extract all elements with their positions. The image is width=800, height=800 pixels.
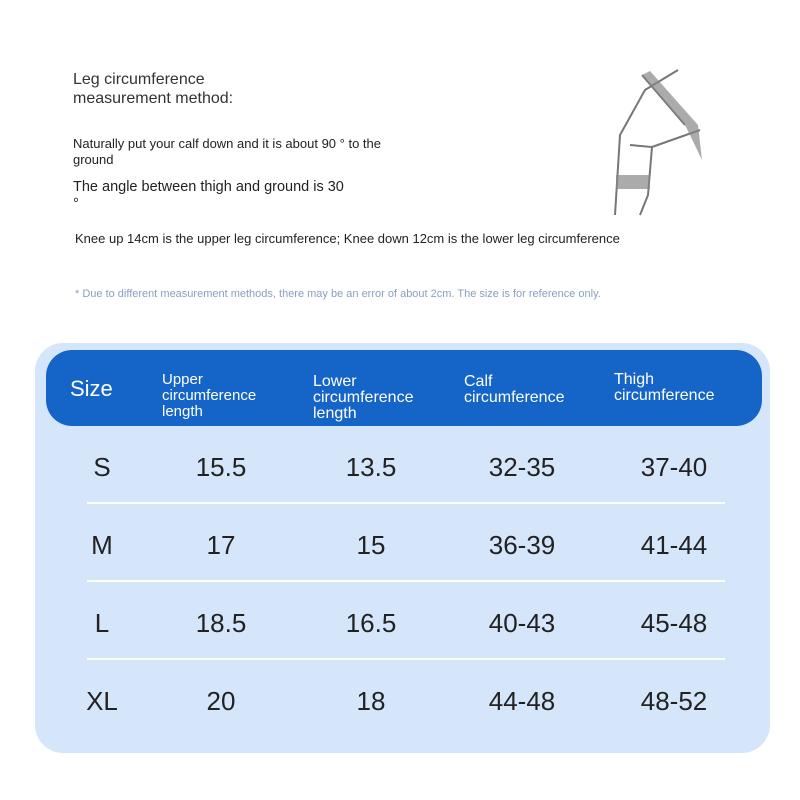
table-row (0, 584, 800, 662)
table-cell: 18.5 (195, 608, 247, 638)
row-divider (87, 580, 725, 582)
row-divider (87, 502, 725, 504)
header-size: Size (70, 376, 113, 401)
header-upper: Upper circumference length (162, 371, 257, 420)
table-cell: 13.5 (345, 452, 397, 482)
table-cell: 16.5 (345, 608, 397, 638)
table-cell: 45-48 (640, 608, 708, 638)
table-cell: 32-35 (488, 452, 556, 482)
table-cell: 40-43 (488, 608, 556, 638)
table-cell: 15.5 (195, 452, 247, 482)
header-lower: Lower circumference length (313, 373, 414, 422)
table-cell: 17 (206, 530, 236, 560)
table-cell: 15 (356, 530, 386, 560)
table-cell: 48-52 (640, 686, 708, 716)
instruction-positions: Knee up 14cm is the upper leg circumference; Knee down 12cm is the lower leg circumference (75, 231, 620, 246)
table-cell: L (94, 608, 110, 638)
measurement-title: Leg circumference measurement method: (73, 71, 234, 107)
table-row (0, 506, 800, 584)
table-cell: 18 (356, 686, 386, 716)
knee-diagram-icon (590, 65, 720, 220)
table-cell: M (91, 530, 113, 560)
header-calf: Calf circumference (464, 373, 565, 406)
table-cell: S (93, 452, 111, 482)
size-table-header (46, 350, 762, 426)
table-cell: 41-44 (640, 530, 708, 560)
disclaimer-note: * Due to different measurement methods, there may be an error of about 2cm. The size is for reference only. (75, 288, 601, 300)
table-cell: XL (86, 686, 118, 716)
table-row (0, 662, 800, 740)
table-cell: 37-40 (640, 452, 708, 482)
table-row (0, 428, 800, 506)
row-divider (87, 658, 725, 660)
instruction-calf: Naturally put your calf down and it is about 90 ° to the ground (73, 136, 381, 167)
instruction-thigh: The angle between thigh and ground is 30 ° (73, 179, 344, 212)
table-cell: 20 (206, 686, 236, 716)
header-thigh: Thigh circumference (614, 371, 715, 404)
table-cell: 44-48 (488, 686, 556, 716)
table-cell: 36-39 (488, 530, 556, 560)
